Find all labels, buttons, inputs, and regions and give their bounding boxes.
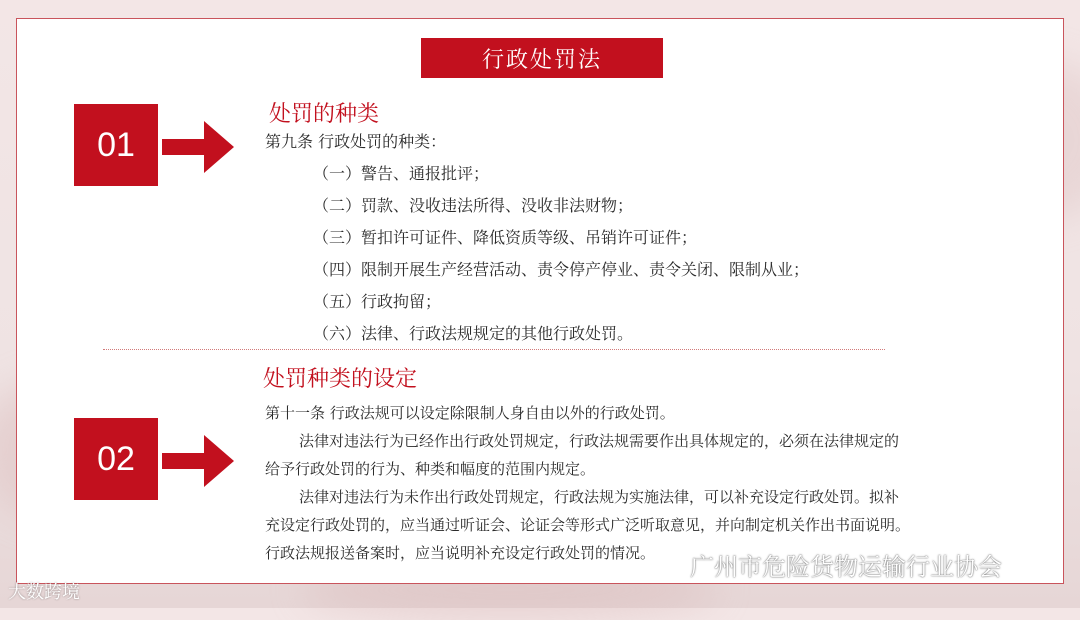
- section1-line: （三）暂扣许可证件、降低资质等级、吊销许可证件；: [313, 228, 698, 247]
- section-divider: [103, 349, 885, 350]
- arrow-right-icon: [162, 431, 234, 491]
- section1-heading: 处罚的种类: [269, 102, 380, 127]
- section-number-02: 02: [74, 418, 158, 500]
- section2-line: 充设定行政处罚的，应当通过听证会、论证会等形式广泛听取意见，并向制定机关作出书面说明。: [265, 516, 911, 534]
- section1-line: （五）行政拘留；: [313, 292, 442, 311]
- arrow-right-icon: [162, 117, 234, 177]
- section2-line: 第十一条 行政法规可以设定除限制人身自由以外的行政处罚。: [265, 404, 675, 422]
- watermark-logo: 大数跨境: [8, 582, 80, 603]
- section2-line: 法律对违法行为未作出行政处罚规定，行政法规为实施法律，可以补充设定行政处罚。拟补: [299, 488, 900, 506]
- watermark-association: 广州市危险货物运输行业协会: [690, 553, 1002, 581]
- page-title: 行政处罚法: [421, 38, 663, 78]
- section1-line: （六）法律、行政法规规定的其他行政处罚。: [313, 324, 634, 343]
- section1-line: （一）警告、通报批评；: [313, 164, 490, 183]
- wechat-icon: [656, 553, 684, 575]
- section2-line: 法律对违法行为已经作出行政处罚规定，行政法规需要作出具体规定的，必须在法律规定的: [299, 432, 900, 450]
- section1-line: 第九条 行政处罚的种类：: [265, 132, 447, 151]
- section2-line: 行政法规报送备案时，应当说明补充设定行政处罚的情况。: [265, 544, 656, 562]
- section1-line: （四）限制开展生产经营活动、责令停产停业、责令关闭、限制从业；: [313, 260, 810, 279]
- slide-card: [16, 18, 1064, 584]
- section-number-01: 01: [74, 104, 158, 186]
- section2-line: 给予行政处罚的行为、种类和幅度的范围内规定。: [265, 460, 596, 478]
- section1-line: （二）罚款、没收违法所得、没收非法财物；: [313, 196, 634, 215]
- section2-heading: 处罚种类的设定: [263, 367, 418, 392]
